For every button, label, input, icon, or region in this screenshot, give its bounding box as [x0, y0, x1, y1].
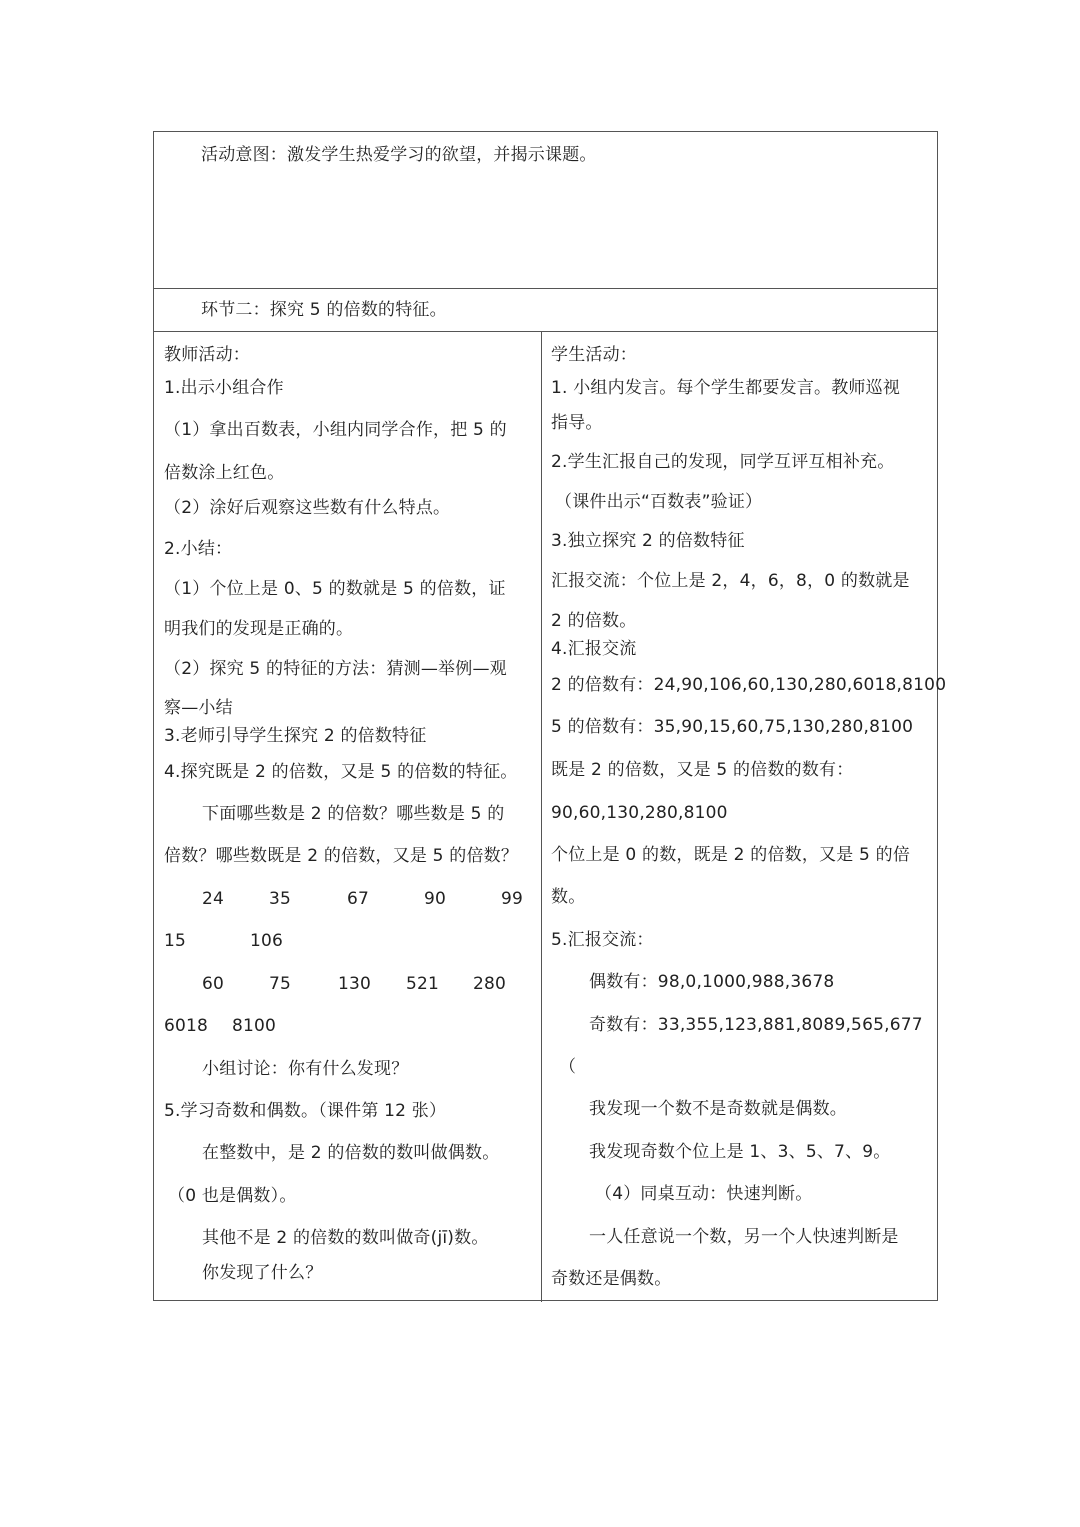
student-line: （4）同桌互动：快速判断。	[595, 1184, 813, 1204]
teacher-line: （2）探究 5 的特征的方法：猜测—举例—观	[164, 659, 507, 679]
student-line: 个位上是 0 的数，既是 2 的倍数，又是 5 的倍	[551, 845, 911, 865]
number-item: 24	[202, 889, 225, 909]
student-line: 汇报交流：个位上是 2，4，6，8，0 的数就是	[551, 571, 910, 591]
number-item: 8100	[232, 1016, 277, 1036]
student-line: 5.汇报交流：	[551, 930, 654, 950]
number-item: 15	[164, 931, 187, 951]
student-line: 4.汇报交流	[551, 639, 637, 659]
student-line: 2 的倍数有：24,90,106,60,130,280,6018,8100	[551, 675, 947, 695]
teacher-line: 明我们的发现是正确的。	[164, 619, 354, 639]
student-line: 2 的倍数。	[551, 611, 637, 631]
teacher-line: 小组讨论：你有什么发现？	[202, 1059, 409, 1079]
student-line: （	[559, 1057, 577, 1077]
number-item: 35	[269, 889, 292, 909]
teacher-line: 倍数涂上红色。	[164, 463, 285, 483]
student-line: （课件出示“百数表”验证）	[555, 492, 763, 512]
student-line: 既是 2 的倍数，又是 5 的倍数的数有：	[551, 760, 854, 780]
lesson-plan-table	[153, 131, 947, 1301]
student-heading: 学生活动：	[551, 345, 637, 365]
number-item: 75	[269, 974, 292, 994]
teacher-line: 其他不是 2 的倍数的数叫做奇(jī)数。	[202, 1228, 489, 1248]
teacher-line: 在整数中，是 2 的倍数的数叫做偶数。	[202, 1143, 500, 1163]
student-line: 1. 小组内发言。每个学生都要发言。教师巡视	[551, 378, 901, 398]
column-divider	[541, 332, 542, 1302]
teacher-line: 4.探究既是 2 的倍数，又是 5 的倍数的特征。	[164, 762, 518, 782]
teacher-line: 1.出示小组合作	[164, 378, 284, 398]
student-line: 奇数还是偶数。	[551, 1269, 672, 1289]
number-item: 6018	[164, 1016, 209, 1036]
student-line: 一人任意说一个数，另一个人快速判断是	[589, 1227, 899, 1247]
student-line: 5 的倍数有：35,90,15,60,75,130,280,8100	[551, 717, 914, 737]
teacher-line: （1）个位上是 0、5 的数就是 5 的倍数，证	[164, 579, 506, 599]
activity-intent-text: 活动意图：激发学生热爱学习的欲望，并揭示课题。	[201, 145, 597, 165]
teacher-heading: 教师活动：	[164, 345, 250, 365]
number-item: 67	[347, 889, 370, 909]
teacher-line: 3.老师引导学生探究 2 的倍数特征	[164, 726, 427, 746]
student-line: 数。	[551, 887, 586, 907]
teacher-line: 察—小结	[164, 698, 233, 718]
student-line: 偶数有：98,0,1000,988,3678	[589, 972, 835, 992]
teacher-line: 2.小结：	[164, 539, 233, 559]
teacher-line: 下面哪些数是 2 的倍数？哪些数是 5 的	[202, 804, 505, 824]
teacher-line: 你发现了什么？	[202, 1263, 323, 1283]
student-line: 2.学生汇报自己的发现，同学互评互相补充。	[551, 452, 895, 472]
number-item: 521	[406, 974, 440, 994]
student-line: 我发现奇数个位上是 1、3、5、7、9。	[589, 1142, 891, 1162]
number-item: 130	[338, 974, 372, 994]
number-item: 90	[424, 889, 447, 909]
number-item: 99	[501, 889, 524, 909]
teacher-line: （2）涂好后观察这些数有什么特点。	[164, 498, 451, 518]
teacher-line: （1）拿出百数表，小组内同学合作，把 5 的	[164, 420, 507, 440]
number-item: 280	[473, 974, 507, 994]
student-line: 90,60,130,280,8100	[551, 803, 728, 823]
teacher-line: （0 也是偶数）。	[168, 1186, 297, 1206]
student-line: 指导。	[551, 413, 603, 433]
teacher-line: 5.学习奇数和偶数。（课件第 12 张）	[164, 1101, 447, 1121]
stage-two-title: 环节二：探究 5 的倍数的特征。	[201, 300, 447, 320]
student-line: 3.独立探究 2 的倍数特征	[551, 531, 745, 551]
number-item: 106	[250, 931, 284, 951]
student-line: 奇数有：33,355,123,881,8089,565,677	[589, 1015, 923, 1035]
student-line: 我发现一个数不是奇数就是偶数。	[589, 1099, 847, 1119]
teacher-line: 倍数？哪些数既是 2 的倍数，又是 5 的倍数？	[164, 846, 519, 866]
number-item: 60	[202, 974, 225, 994]
